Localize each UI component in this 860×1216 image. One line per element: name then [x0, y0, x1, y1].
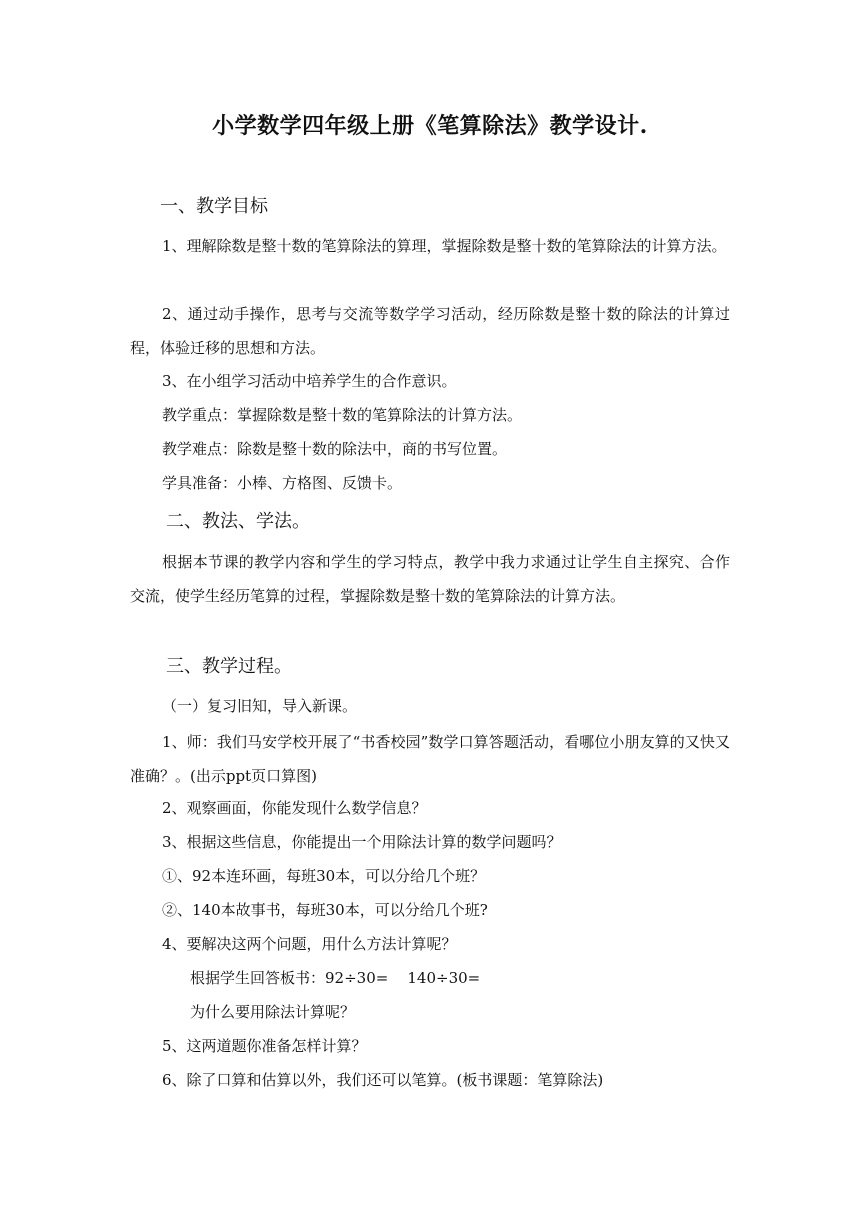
section1-heading: 一、教学目标	[160, 196, 268, 217]
why-text: 为什么要用除法计算呢？	[190, 1003, 356, 1021]
step6-text: 6、除了口算和估算以外，我们还可以笔算。(板书课题：笔算除法)	[162, 1071, 604, 1089]
goal1-paragraph: 1、理解除数是整十数的笔算除法的算理，掌握除数是整十数的笔算除法的计算方法。	[162, 237, 727, 255]
step4-text: 4、要解决这两个问题，用什么方法计算呢？	[162, 935, 457, 953]
question1-text: ①、92本连环画，每班30本，可以分给几个班？	[162, 867, 486, 885]
question2-text: ②、140本故事书，每班30本，可以分给几个班?	[162, 901, 488, 919]
difficulty-text: 教学难点：除数是整十数的除法中，商的书写位置。	[162, 440, 508, 458]
step2-text: 2、观察画面，你能发现什么数学信息？	[162, 799, 427, 817]
goal3-text: 3、在小组学习活动中培养学生的合作意识。	[162, 372, 457, 390]
section2-body: 根据本节课的教学内容和学生的学习特点，教学中我力求通过让学生自主探究、合作交流，使学生经历笔算的过程，掌握除数是整十数的笔算除法的计算方法。	[130, 553, 730, 605]
subsection1-title: （一）复习旧知，导入新课。	[162, 697, 358, 715]
section3-heading: 三、教学过程。	[166, 656, 292, 677]
key-point-text: 教学重点：掌握除数是整十数的笔算除法的计算方法。	[162, 406, 523, 424]
step3-text: 3、根据这些信息，你能提出一个用除法计算的数学问题吗？	[162, 833, 562, 851]
step1-paragraph: 1、师：我们马安学校开展了“书香校园”数学口算答题活动，看哪位小朋友算的又快又准确？。(出示ppt页口算图)	[130, 733, 730, 785]
board-text: 根据学生回答板书：92÷30= 140÷30=	[190, 969, 481, 987]
step5-text: 5、这两道题你准备怎样计算？	[162, 1037, 367, 1055]
section2-heading: 二、教法、学法。	[166, 511, 310, 532]
goal2-paragraph: 2、通过动手操作，思考与交流等数学学习活动，经历除数是整十数的除法的计算过程，体验迁移的思想和方法。	[130, 305, 730, 357]
document-title: 小学数学四年级上册《笔算除法》教学设计.	[212, 113, 648, 139]
materials-text: 学具准备：小棒、方格图、反馈卡。	[162, 474, 403, 492]
